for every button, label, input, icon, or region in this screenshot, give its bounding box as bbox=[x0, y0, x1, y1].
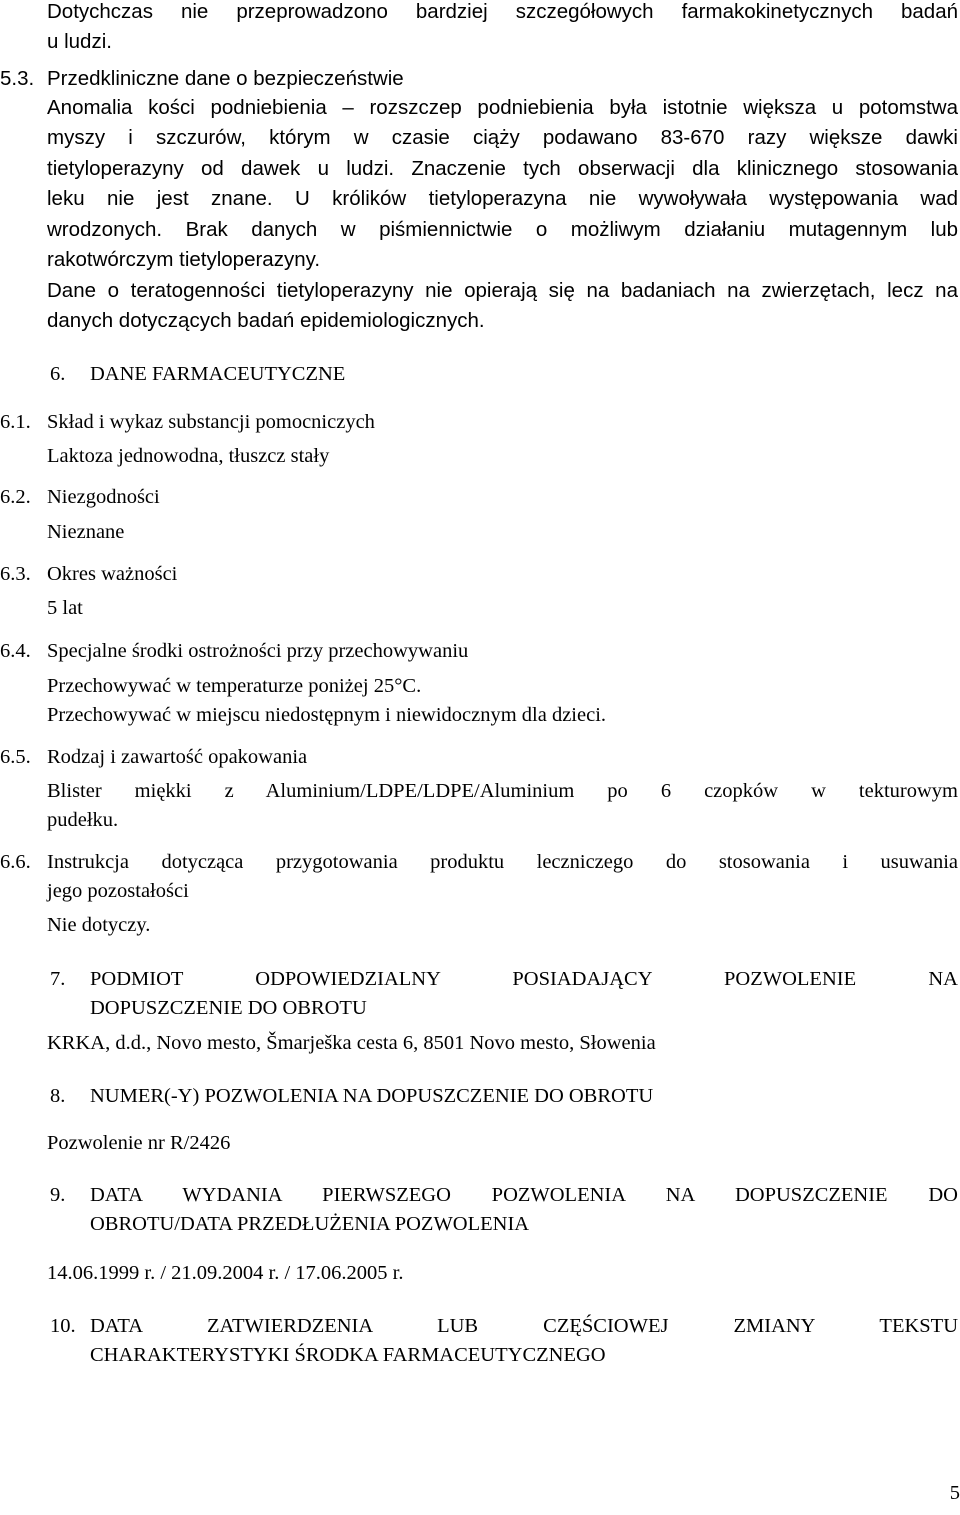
section-6-3-heading bbox=[0, 560, 958, 589]
section-5-3-p1-line-4: leku nie jest znane. U królików tietyloperazyna nie wywoływała występowania wad bbox=[47, 187, 958, 210]
section-6-4-heading bbox=[0, 637, 958, 666]
section-6-3-body: 5 lat bbox=[47, 597, 83, 619]
section-6-2-body: Nieznane bbox=[47, 521, 125, 543]
section-8-number: 8. bbox=[50, 1085, 66, 1107]
section-6-1-number: 6.1. bbox=[0, 411, 31, 433]
section-6-5-body-line-1: Blister miękki z Aluminium/LDPE/LDPE/Aluminium po 6 czopków w tekturowym bbox=[47, 780, 958, 802]
section-6-6-number: 6.6. bbox=[0, 851, 31, 873]
section-10-heading bbox=[47, 1312, 958, 1341]
section-6-5-title: Rodzaj i zawartość opakowania bbox=[47, 746, 308, 768]
section-6-4-title: Specjalne środki ostrożności przy przechowywaniu bbox=[47, 640, 469, 662]
section-7-heading bbox=[47, 965, 958, 994]
section-6-heading bbox=[47, 360, 958, 389]
section-5-3-p1-line-1: Anomalia kości podniebienia – rozszczep podniebienia była istotnie większa u potomstwa bbox=[47, 96, 958, 119]
section-7-body: KRKA, d.d., Novo mesto, Šmarješka cesta 6, 8501 Novo mesto, Słowenia bbox=[47, 1032, 656, 1054]
intro-line-2: u ludzi. bbox=[47, 30, 112, 53]
section-7-title-line-1: PODMIOT ODPOWIEDZIALNY POSIADAJĄCY POZWOLENIE NA bbox=[90, 968, 958, 990]
section-6-2-number: 6.2. bbox=[0, 486, 31, 508]
section-6-1-heading bbox=[0, 408, 958, 437]
section-5-3-p2-line-1: Dane o teratogenności tietyloperazyny nie opierają się na badaniach na zwierzętach, lecz na bbox=[47, 279, 958, 302]
section-6-number: 6. bbox=[50, 363, 66, 385]
section-6-title: DANE FARMACEUTYCZNE bbox=[90, 363, 346, 385]
section-5-3-p2-line-2: danych dotyczących badań epidemiologicznych. bbox=[47, 309, 485, 332]
section-6-4-number: 6.4. bbox=[0, 640, 31, 662]
section-8-heading bbox=[47, 1082, 958, 1111]
section-5-3-p1-line-3: tietyloperazyny od dawek u ludzi. Znaczenie tych obserwacji dla klinicznego stosowania bbox=[47, 157, 958, 180]
section-6-3-title: Okres ważności bbox=[47, 563, 178, 585]
section-6-4-body-line-1: Przechowywać w temperaturze poniżej 25°C. bbox=[47, 675, 422, 697]
section-6-1-body: Laktoza jednowodna, tłuszcz stały bbox=[47, 445, 330, 467]
section-10-number: 10. bbox=[50, 1315, 76, 1337]
section-5-3-heading bbox=[0, 64, 958, 94]
section-7-number: 7. bbox=[50, 968, 66, 990]
section-6-5-heading bbox=[0, 743, 958, 772]
section-6-2-title: Niezgodności bbox=[47, 486, 160, 508]
section-6-6-title-line-1: Instrukcja dotycząca przygotowania produktu leczniczego do stosowania i usuwania bbox=[47, 851, 958, 873]
section-6-5-body-line-2: pudełku. bbox=[47, 809, 119, 831]
section-5-3-number: 5.3. bbox=[0, 67, 35, 90]
section-9-heading bbox=[47, 1181, 958, 1210]
section-6-2-heading bbox=[0, 483, 958, 512]
section-5-3-p1-line-6: rakotwórczym tietyloperazyny. bbox=[47, 248, 321, 271]
section-9-body: 14.06.1999 r. / 21.09.2004 r. / 17.06.2005 r. bbox=[47, 1262, 404, 1284]
page-number: 5 bbox=[949, 1482, 960, 1504]
section-6-5-number: 6.5. bbox=[0, 746, 31, 768]
section-6-3-number: 6.3. bbox=[0, 563, 31, 585]
section-9-title-line-1: DATA WYDANIA PIERWSZEGO POZWOLENIA NA DOPUSZCZENIE DO bbox=[90, 1184, 958, 1206]
section-6-4-body-line-2: Przechowywać w miejscu niedostępnym i niewidocznym dla dzieci. bbox=[47, 704, 607, 726]
intro-line-1: Dotychczas nie przeprowadzono bardziej szczegółowych farmakokinetycznych badań bbox=[47, 0, 958, 23]
section-5-3-title: Przedkliniczne dane o bezpieczeństwie bbox=[47, 67, 404, 90]
section-5-3-p1-line-5: wrodzonych. Brak danych w piśmiennictwie o możliwym działaniu mutagennym lub bbox=[47, 218, 958, 241]
section-5-3-p1-line-2: myszy i szczurów, którym w czasie ciąży podawano 83-670 razy większe dawki bbox=[47, 126, 958, 149]
section-9-number: 9. bbox=[50, 1184, 66, 1206]
section-9-title-line-2: OBROTU/DATA PRZEDŁUŻENIA POZWOLENIA bbox=[90, 1213, 530, 1235]
section-8-body: Pozwolenie nr R/2426 bbox=[47, 1132, 231, 1154]
section-6-6-body: Nie dotyczy. bbox=[47, 914, 151, 936]
section-10-title-line-2: CHARAKTERYSTYKI ŚRODKA FARMACEUTYCZNEGO bbox=[90, 1344, 606, 1366]
section-6-6-title-line-2: jego pozostałości bbox=[47, 880, 189, 902]
section-6-1-title: Skład i wykaz substancji pomocniczych bbox=[47, 411, 375, 433]
section-7-title-line-2: DOPUSZCZENIE DO OBROTU bbox=[90, 997, 367, 1019]
section-10-title-line-1: DATA ZATWIERDZENIA LUB CZĘŚCIOWEJ ZMIANY TEKSTU bbox=[90, 1315, 958, 1337]
section-8-title: NUMER(-Y) POZWOLENIA NA DOPUSZCZENIE DO OBROTU bbox=[90, 1085, 654, 1107]
section-6-6-heading bbox=[0, 848, 958, 877]
